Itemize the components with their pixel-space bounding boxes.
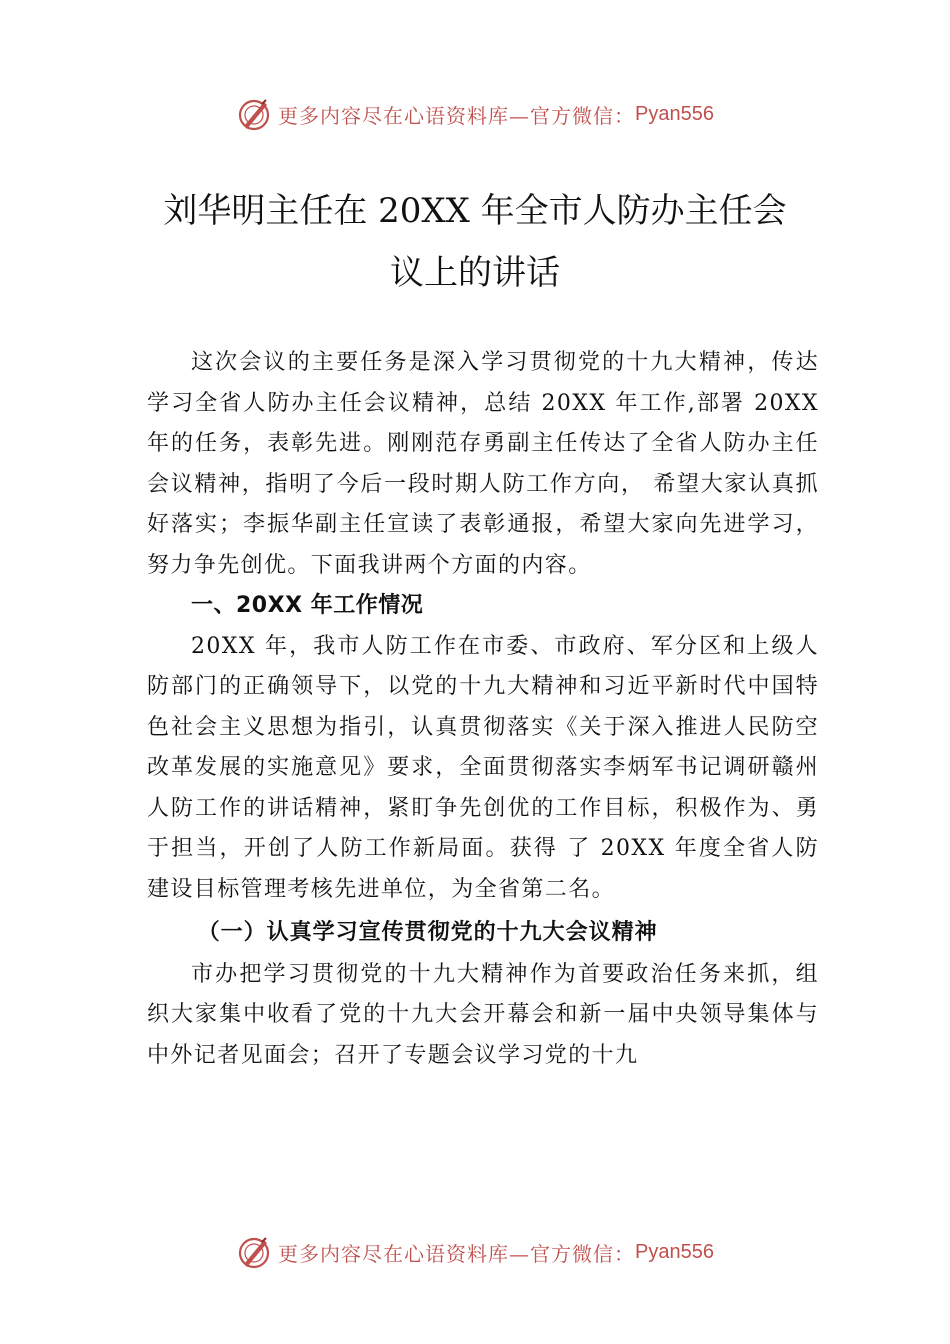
document-title-line-2: 议上的讲话 [390,253,560,293]
header-banner [0,94,950,134]
pen-on-circle-logo-icon [236,1234,272,1270]
banner-text: 更多内容尽在心语资料库—官方微信： [278,103,636,128]
footer-banner [0,1232,950,1272]
subsection-1-paragraph: 市办把学习贯彻党的十九大精神作为首要政治任务来抓，组织大家集中收看了党的十九大会开幕会和新一届中央领导集体与中外记者见面会；召开了专题会议学习党的十九 [147,961,819,1068]
section-1-paragraph: 20XX 年，我市人防工作在市委、市政府、军分区和上级人防部门的正确领导下，以党的十九大精神和习近平新时代中国特色社会主义思想为指引，认真贯彻落实《关于深入推进人民防空改革发展的实施意见》要求，全面贯彻落实李炳军书记调研赣州人防工作的讲话精神，紧盯争先创优的工作目标，积极作为、勇于担当，开创了人防工作新局面。获得 了 20XX 年度全省人防建设目标管理考核先进单位，为全省第二名。 [147,633,819,902]
section-1-heading: 一、20XX 年工作情况 [191,593,424,618]
banner-text: 更多内容尽在心语资料库—官方微信： [278,1241,636,1266]
banner-wechat-id: Pyan556 [635,102,714,125]
banner-wechat-id: Pyan556 [635,1240,714,1263]
subsection-1-heading: （一）认真学习宣传贯彻党的十九大会议精神 [197,919,658,945]
document-title-line-1: 刘华明主任在 20XX 年全市人防办主任会 [163,191,787,231]
pen-on-circle-logo-icon [236,96,272,132]
intro-paragraph: 这次会议的主要任务是深入学习贯彻党的十九大精神，传达学习全省人防办主任会议精神，总结 20XX 年工作,部署 20XX 年的任务，表彰先进。刚刚范存勇副主任传达了全省人防办主任会议精神，指明了今后一段时期人防工作方向， 希望大家认真抓好落实；李振华副主任宣读了表彰通报，希望大家向先进学习，努力争先创优。下面我讲两个方面的内容。 [147,350,819,578]
document-body [147,343,819,1076]
